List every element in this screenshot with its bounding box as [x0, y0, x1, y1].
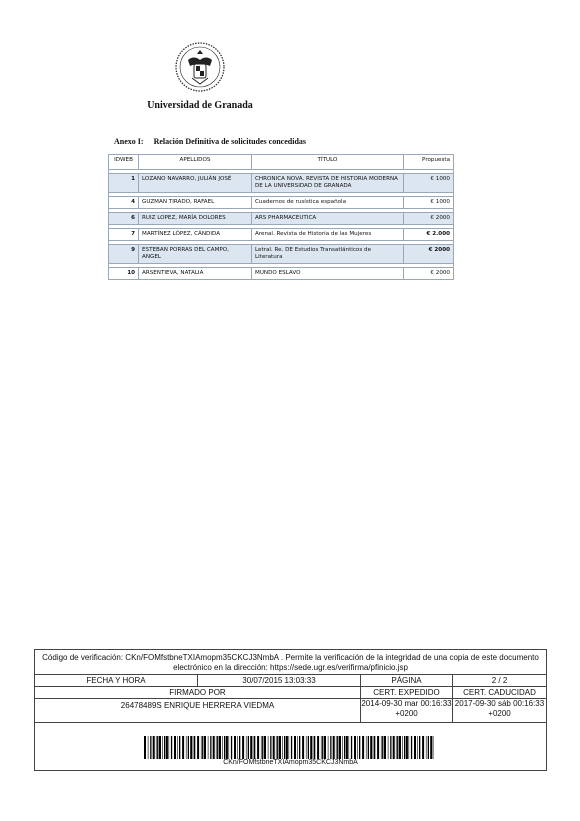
barcode-bar [357, 736, 358, 759]
barcode-bar [409, 736, 410, 759]
barcode-bar [210, 736, 211, 759]
barcode-bar [279, 736, 281, 759]
barcode-bar [390, 736, 391, 759]
barcode-bar [150, 736, 151, 759]
header-idweb: IDWEB [109, 155, 139, 170]
barcode-bar [321, 736, 322, 759]
annex-title [114, 137, 306, 146]
barcode-bar [330, 736, 331, 759]
barcode-bar [194, 736, 195, 759]
barcode-bar [190, 736, 192, 759]
barcode-bar [339, 736, 341, 759]
barcode-bar [419, 736, 420, 759]
barcode-bar [166, 736, 168, 759]
barcode-bar [406, 736, 408, 759]
barcode-bar [201, 736, 202, 759]
barcode-bar [324, 736, 326, 759]
institution-name: Universidad de Granada [147, 100, 253, 111]
barcode-bar [171, 736, 172, 759]
barcode-bar [294, 736, 296, 759]
cell-titulo: Letral. Re. DE Estudios Transatlánticos de Literatura [252, 244, 404, 263]
barcode-bar [264, 736, 266, 759]
barcode-bar [216, 736, 217, 759]
barcode-bar [268, 736, 269, 759]
barcode-bar [186, 736, 187, 759]
barcode-bar [404, 736, 405, 759]
barcode-bar [346, 736, 348, 759]
table-row [109, 244, 454, 263]
barcode-bar [368, 736, 369, 759]
barcode-bar [162, 736, 163, 759]
barcode-bar [417, 736, 418, 759]
cell-idweb: 10 [109, 267, 139, 279]
barcode-bar [349, 736, 350, 759]
barcode-bar [397, 736, 398, 759]
barcode-bar [396, 736, 397, 759]
barcode-bar [402, 736, 403, 759]
table-row [109, 228, 454, 240]
barcode-bar [297, 736, 298, 759]
table-header-row [109, 155, 454, 170]
barcode-bar [428, 736, 429, 759]
cell-propuesta: € 1000 [404, 174, 454, 193]
cell-apellidos: RUIZ LOPEZ, MARÍA DOLORES [139, 212, 252, 224]
barcode-bar [226, 736, 228, 759]
pagina-value: 2 / 2 [491, 676, 508, 685]
barcode-bar [344, 736, 345, 759]
cell-apellidos: MARTÍNEZ LÓPEZ, CÁNDIDA [139, 228, 252, 240]
barcode-bar [174, 736, 176, 759]
firmado-label: FIRMADO POR [35, 687, 361, 698]
barcode-bar [342, 736, 343, 759]
barcode-bar [144, 736, 146, 759]
barcode-bar [314, 736, 315, 759]
cell-idweb: 7 [109, 228, 139, 240]
barcode-bar [284, 736, 285, 759]
verification-text: Código de verificación: CKn/FOMfstbneTXIAmopm35CKCJ3NmbA . Permite la verificación de la integridad de una copia de este documento electrónico en la dirección: https://sede.ugr.es/verifirma/pfinicio.jsp [35, 650, 546, 675]
expedido-label: CERT. EXPEDIDO [361, 687, 453, 698]
annex-heading: Relación Definitiva de solicitudes concedidas [153, 137, 307, 146]
barcode-bar [202, 736, 203, 759]
barcode-bar [333, 736, 335, 759]
barcode-bar [270, 736, 271, 759]
barcode-bar [289, 736, 290, 759]
barcode-bar [254, 736, 255, 759]
fecha-label: FECHA Y HORA [35, 675, 198, 686]
date-row [35, 675, 546, 687]
barcode-bar [262, 736, 263, 759]
coat-of-arms-icon [174, 40, 226, 94]
barcode-bar [156, 736, 157, 759]
cell-apellidos: ESTEBAN PORRAS DEL CAMPO, ANGEL [139, 244, 252, 263]
table-row [109, 174, 454, 193]
cell-titulo: Arenal. Revista de Historia de las Mujeres [252, 228, 404, 240]
barcode-bar [157, 736, 158, 759]
cell-propuesta: € 1000 [404, 196, 454, 208]
barcode-bar [169, 736, 170, 759]
barcode-bar [213, 736, 215, 759]
cell-propuesta: € 2000 [404, 267, 454, 279]
barcode-bar [299, 736, 300, 759]
barcode-bar [286, 736, 288, 759]
barcode-bar [250, 736, 252, 759]
cell-idweb: 1 [109, 174, 139, 193]
barcode-bar [382, 736, 383, 759]
barcode-bar [377, 736, 379, 759]
cell-idweb: 4 [109, 196, 139, 208]
verification-box [34, 649, 547, 771]
barcode-bar [229, 736, 230, 759]
cell-titulo: CHRONICA NOVA. REVISTA DE HISTORIA MODERNA DE LA UNIVERSIDAD DE GRANADA [252, 174, 404, 193]
barcode-bar [177, 736, 178, 759]
barcode-bar [204, 736, 206, 759]
barcode-bar [308, 736, 309, 759]
barcode-bar [197, 736, 199, 759]
barcode-bar [231, 736, 232, 759]
barcode-bar [208, 736, 209, 759]
barcode-bar [164, 736, 165, 759]
cell-apellidos: LOZANO NAVARRO, JULIÁN JOSÉ [139, 174, 252, 193]
cell-apellidos: GUZMAN TIRADO, RAFAEL [139, 196, 252, 208]
barcode-bar [313, 736, 314, 759]
barcode-bar [291, 736, 292, 759]
barcode-bar [253, 736, 254, 759]
barcode-bar [222, 736, 223, 759]
barcode-bar [179, 736, 180, 759]
barcode-bar [362, 736, 364, 759]
signer-header-row [35, 687, 546, 699]
header-titulo: TÍTULO [252, 155, 404, 170]
barcode-bar [237, 736, 238, 759]
barcode-bar [414, 736, 416, 759]
barcode-bar [384, 736, 386, 759]
barcode-bar [426, 736, 427, 759]
barcode-bar [351, 736, 352, 759]
barcode-bar [282, 736, 283, 759]
barcode-bar [337, 736, 338, 759]
cell-apellidos: ARSENTIEVA, NATALIA [139, 267, 252, 279]
barcode-bar [430, 736, 432, 759]
barcode-bar [219, 736, 221, 759]
barcode-bar [257, 736, 259, 759]
barcode-bar [373, 736, 374, 759]
barcode-bar [261, 736, 262, 759]
cell-propuesta: € 2000 [404, 244, 454, 263]
cell-propuesta: € 2.000 [404, 228, 454, 240]
barcode-text: CKn/FOMfstbneTXIAmopm35CKCJ3NmbA [223, 759, 358, 766]
barcode-bar [234, 736, 236, 759]
barcode-bar [277, 736, 278, 759]
barcode-bar [224, 736, 225, 759]
signer-value-row [35, 699, 546, 723]
barcode-bar [148, 736, 149, 759]
barcode-bar [422, 736, 424, 759]
barcode-bar [182, 736, 184, 759]
barcode-bar [242, 736, 244, 759]
header-propuesta: Propuesta [404, 155, 454, 170]
header-apellidos: APELLIDOS [139, 155, 252, 170]
barcode-bar [359, 736, 360, 759]
annex-label: Anexo I: [114, 137, 144, 146]
barcode-area [35, 723, 546, 770]
cell-idweb: 6 [109, 212, 139, 224]
barcode-bar [317, 736, 319, 759]
barcode-bar [159, 736, 161, 759]
barcode-bar [411, 736, 412, 759]
barcode-bar [239, 736, 240, 759]
barcode-bar [153, 736, 155, 759]
cell-titulo: MUNDO ESLAVO [252, 267, 404, 279]
barcode-bar [336, 736, 337, 759]
caducidad-label: CERT. CADUCIDAD [463, 688, 536, 697]
cell-idweb: 9 [109, 244, 139, 263]
barcode-bar [366, 736, 367, 759]
barcode-bar [273, 736, 275, 759]
fecha-value: 30/07/2015 13:03:33 [198, 675, 361, 686]
firmante-value: 26478489S ENRIQUE HERRERA VIEDMA [35, 699, 361, 722]
barcode-bar [193, 736, 194, 759]
barcode-bar [388, 736, 389, 759]
barcode-bar [246, 736, 247, 759]
barcode-bar [399, 736, 401, 759]
barcode-bar [381, 736, 382, 759]
barcode-bar [248, 736, 249, 759]
barcode-bar [310, 736, 312, 759]
cell-titulo: Cuadernos de rusística española [252, 196, 404, 208]
barcode-bar [188, 736, 189, 759]
barcode-bar [322, 736, 323, 759]
document-header [0, 40, 400, 111]
grants-table [108, 154, 454, 280]
cell-propuesta: € 2000 [404, 212, 454, 224]
barcode-bar [370, 736, 372, 759]
table-body [109, 170, 454, 280]
barcode-bar [354, 736, 356, 759]
barcode-icon [144, 736, 436, 759]
table-row [109, 267, 454, 279]
barcode-bar [217, 736, 218, 759]
table-row [109, 212, 454, 224]
barcode-bar [374, 736, 375, 759]
barcode-bar [302, 736, 304, 759]
pagina-label: PÁGINA [361, 675, 453, 686]
cell-titulo: ARS PHARMACEUTICA [252, 212, 404, 224]
expedido-value: 2014-09-30 mar 00:16:33 +0200 [361, 699, 453, 722]
barcode-bar [393, 736, 395, 759]
barcode-bar [306, 736, 307, 759]
caducidad-value: 2017-09-30 sáb 00:16:33 +0200 [454, 699, 545, 718]
barcode-bar [276, 736, 277, 759]
barcode-bar [433, 736, 434, 759]
table-row [109, 196, 454, 208]
barcode-bar [328, 736, 329, 759]
